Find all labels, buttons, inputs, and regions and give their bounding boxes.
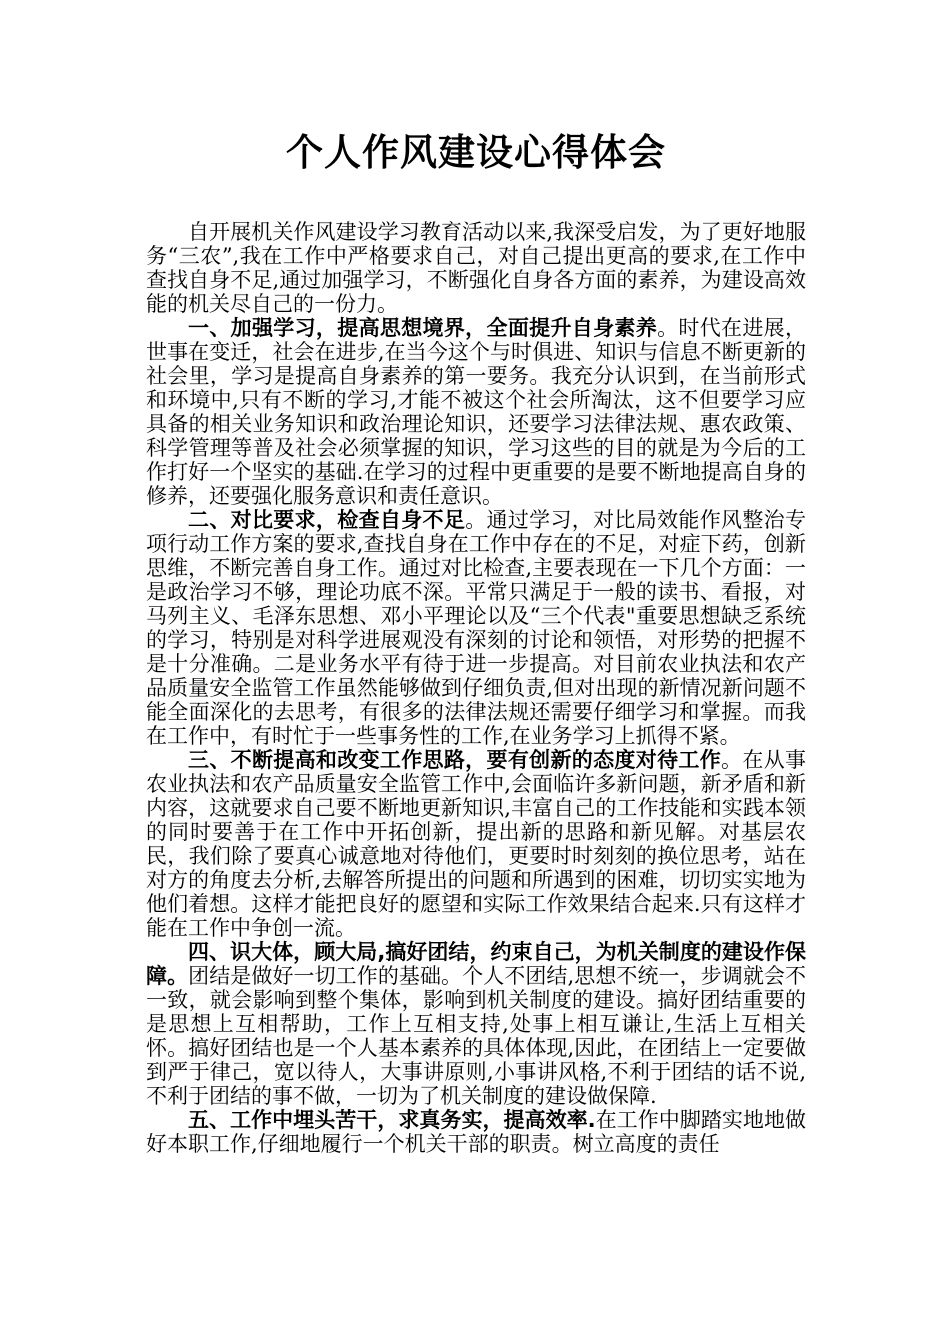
section-3-paragraph xyxy=(146,748,806,940)
paragraph-text: 。在从事农业执法和农产品质量安全监管工作中,会面临许多新问题，新矛盾和新内容，这就要求自己要不断地更新知识,丰富自己的工作技能和实践本领的同时要善于在工作中开拓创新，提出新的思路和新见解。对基层农民，我们除了要真心诚意地对待他们，更要时时刻刻的换位思考，站在对方的角度去分析,去解答所提出的问题和所遇到的困难，切切实实地为他们着想。这样才能把良好的愿望和实际工作效果结合起来.只有这样才能在工作中争创一流。 xyxy=(146,748,807,940)
section-heading: 三、不断提高和改变工作思路，要有创新的态度对待工作 xyxy=(188,748,722,772)
section-heading: 四、识大体，顾大局,搞好团结，约束自己，为机关制度的建设作保障。 xyxy=(146,940,806,988)
section-heading: 五、工作中埋头苦干，求真务实，提高效率. xyxy=(188,1108,596,1132)
intro-paragraph xyxy=(146,220,806,316)
section-5-paragraph xyxy=(146,1108,806,1156)
section-4-paragraph xyxy=(146,940,806,1108)
paragraph-text: 在工作中脚踏实地地做好本职工作,仔细地履行一个机关干部的职责。树立高度的责任 xyxy=(146,1108,807,1156)
paragraph-text: 。通过学习，对比局效能作风整治专项行动工作方案的要求,查找自身在工作中存在的不足，对症下药，创新思维，不断完善自身工作。通过对比检查,主要表现在一下几个方面：一是政治学习不够，理论功底不深。平常只满足于一般的读书、看报，对马列主义、毛泽东思想、邓小平理论以及“三个代表"重要思想缺乏系统的学习，特别是对科学进展观没有深刻的讨论和领悟，对形势的把握不是十分准确。二是业务水平有待于进一步提高。对目前农业执法和农产品质量安全监管工作虽然能够做到仔细负责,但对出现的新情况新问题不能全面深化的去思考，有很多的法律法规还需要仔细学习和掌握。而我在工作中，有时忙于一些事务性的工作,在业务学习上抓得不紧。 xyxy=(146,508,807,748)
section-2-paragraph xyxy=(146,508,806,748)
document-page xyxy=(146,126,806,1156)
paragraph-text: 。时代在进展，世事在变迁，社会在进步,在当今这个与时俱进、知识与信息不断更新的社会里，学习是提高自身素养的第一要务。我充分认识到，在当前形式和环境中,只有不断的学习,才能不被这个社会所淘汰，这不但要学习应具备的相关业务知识和政治理论知识，还要学习法律法规、惠农政策、科学管理等普及社会必须掌握的知识，学习这些的目的就是为今后的工作打好一个坚实的基础.在学习的过程中更重要的是要不断地提高自身的修养，还要强化服务意识和责任意识。 xyxy=(146,316,807,508)
document-title: 个人作风建设心得体会 xyxy=(286,131,666,174)
section-heading: 二、对比要求，检查自身不足 xyxy=(188,508,466,532)
section-1-paragraph xyxy=(146,316,806,508)
paragraph-text: 自开展机关作风建设学习教育活动以来,我深受启发，为了更好地服务“三农”,我在工作中严格要求自己，对自己提出更高的要求,在工作中查找自身不足,通过加强学习，不断强化自身各方面的素养，为建设高效能的机关尽自己的一份力。 xyxy=(146,220,806,316)
paragraph-text: 团结是做好一切工作的基础。个人不团结,思想不统一，步调就会不一致，就会影响到整个集体，影响到机关制度的建设。搞好团结重要的是思想上互相帮助，工作上互相支持,处事上相互谦让,生活上互相关怀。搞好团结也是一个人基本素养的具体体现,因此，在团结上一定要做到严于律己，宽以待人，大事讲原则,小事讲风格,不利于团结的话不说,不利于团结的事不做，一切为了机关制度的建设做保障. xyxy=(146,964,806,1108)
section-heading: 一、加强学习，提高思想境界，全面提升自身素养 xyxy=(188,316,658,340)
